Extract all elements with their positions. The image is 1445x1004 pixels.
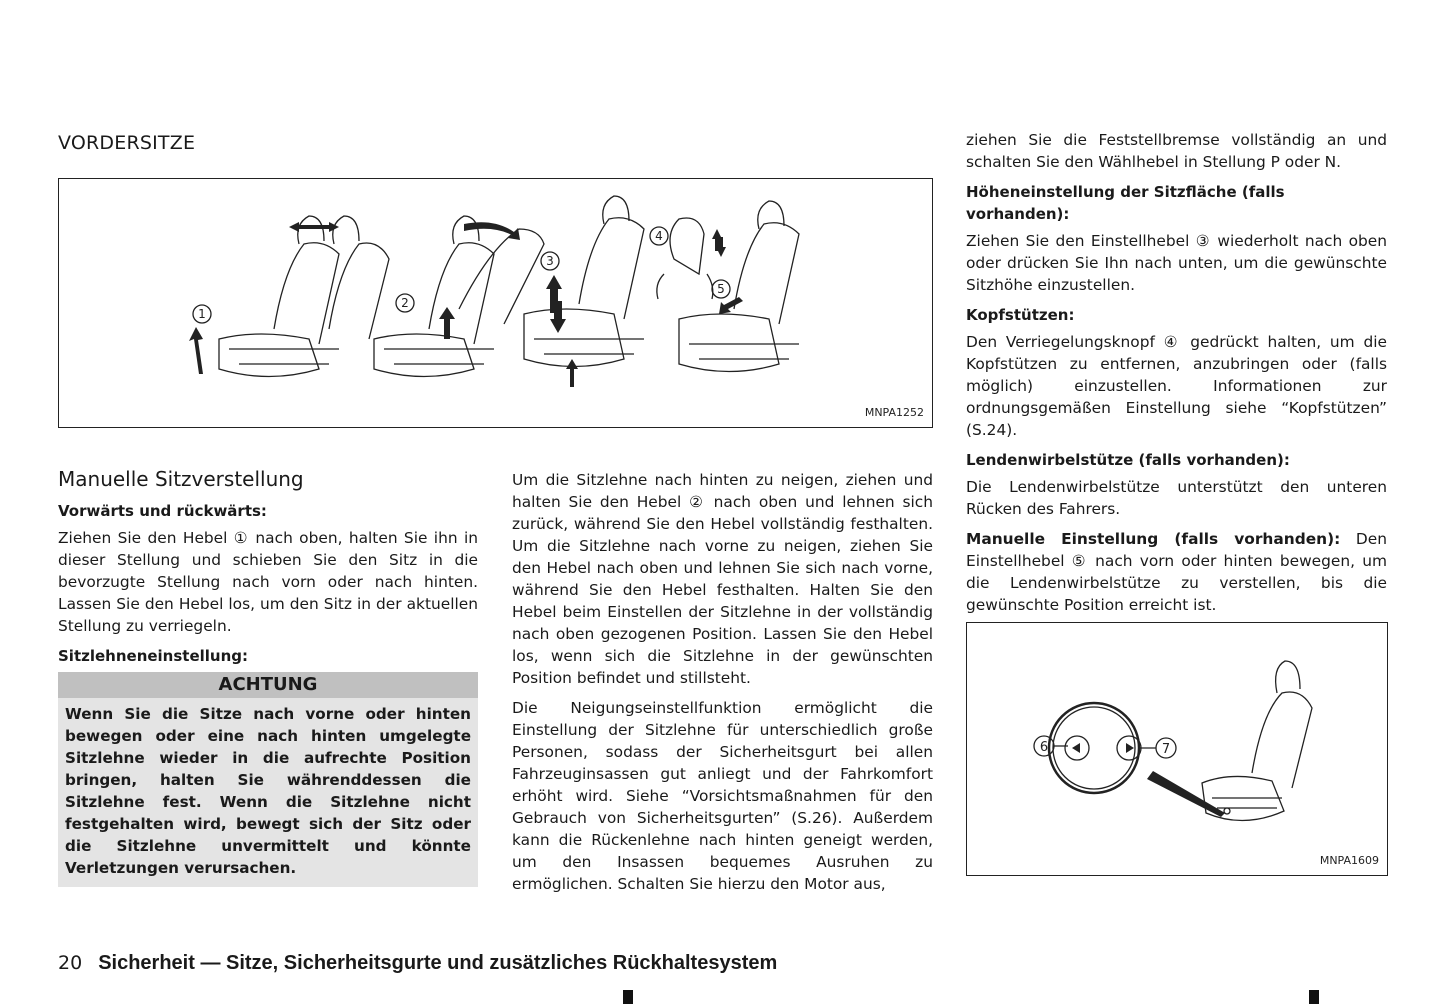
warning-box (58, 672, 478, 887)
middle-column (512, 469, 933, 903)
paragraph-manual-lumbar (966, 528, 1387, 616)
paragraph-lumbar: Die Lendenwirbelstütze unterstützt den unteren Rücken des Fahrers. (966, 478, 1387, 518)
paragraph-continued: ziehen Sie die Feststellbremse vollständig an und schalten Sie den Wählhebel in Stellung P oder N. (966, 131, 1387, 171)
subheading-backrest: Sitzlehneneinstellung: (58, 647, 249, 665)
warning-text: Wenn Sie die Sitze nach vorne oder hinten bewegen oder eine nach hinten umgelegte Sitzlehne wieder in die aufrechte Position bringen, halten Sie währenddessen die Sitzlehne fest. Wenn die Sitzlehne nicht festgehalten wird, bewegt sich der Sitz oder die Sitzlehne unvermittelt und könnte Verletzungen verursachen. (65, 705, 471, 877)
svg-text:4: 4 (655, 229, 663, 243)
paragraph-headrest: Den Verriegelungsknopf ④ gedrückt halten, um die Kopfstützen zu entfernen, anzubringen oder (falls möglich) einzustellen. Informationen zur ordnungsgemäßen Einstellung siehe “Kopfstützen” (S.24). (966, 333, 1387, 439)
lumbar-switch-figure (966, 622, 1388, 876)
manual-lumbar-title: Manuelle Einstellung (falls vorhanden): (966, 530, 1341, 548)
figure-code: MNPA1609 (1319, 854, 1379, 867)
page-footer (58, 952, 777, 975)
right-column (966, 129, 1387, 624)
manual-lumbar-text: Den Einstellhebel ⑤ nach vorn oder hinten bewegen, um die Lendenwirbelstütze zu verstellen, bis die gewünschte Position erreicht ist. (966, 530, 1387, 614)
paragraph-recline: Um die Sitzlehne nach hinten zu neigen, ziehen und halten Sie den Hebel ② nach oben und lehnen sich zurück, während Sie den Hebel vollständig festhalten. Um die Sitzlehne nach vorne zu neigen, ziehen Sie den Hebel nach oben und lehnen Sie sich nach vorne, während Sie den Hebel festhalten. Halten Sie den Hebel beim Einstellen der Sitzlehne in der vollständig nach oben gezogenen Position. Lassen Sie den Hebel los, wenn sich die Sitzlehne in der gewünschten Position befindet und stillsteht. (512, 471, 933, 687)
seat-adjustment-figure (58, 178, 933, 428)
chapter-title: Sicherheit — Sitze, Sicherheitsgurte und zusätzliches Rückhaltesystem (98, 952, 778, 974)
subheading-lumbar: Lendenwirbelstütze (falls vorhanden): (966, 451, 1290, 469)
subheading-forward-backward: Vorwärts und rückwärts: (58, 502, 267, 520)
heading-manual-seat-adjustment: Manuelle Sitzverstellung (58, 467, 304, 491)
section-title: VORDERSITZE (58, 132, 196, 154)
svg-text:5: 5 (717, 282, 725, 296)
lumbar-switch-illustration-icon (967, 623, 1386, 874)
subheading-headrest: Kopfstützen: (966, 306, 1075, 324)
paragraph-forward-backward: Ziehen Sie den Hebel ① nach oben, halten Sie ihn in dieser Stellung und schieben Sie den Sitz in die bevorzugte Stellung nach vorn oder nach hinten. Lassen Sie den Hebel los, um den Sitz in der aktuellen Stellung zu verriegeln. (58, 529, 478, 635)
crop-mark (623, 990, 633, 1004)
seat-illustration-icon (59, 179, 931, 426)
warning-label: ACHTUNG (58, 672, 478, 698)
subheading-height: Höheneinstellung der Sitzfläche (falls vorhanden): (966, 183, 1285, 223)
paragraph-recline-function: Die Neigungseinstellfunktion ermöglicht die Einstellung der Sitzlehne für unterschiedlich große Personen, sodass der Sicherheitsgurt bei allen Fahrzeuginsassen gut anliegt und der Fahrkomfort erhöht wird. Siehe “Vorsichtsmaßnahmen für den Gebrauch von Sicherheitsgurten” (S.26). Außerdem kann die Rückenlehne nach hinten geneigt werden, um den Insassen bequemes Ausruhen zu ermöglichen. Schalten Sie hierzu den Motor aus, (512, 699, 933, 893)
svg-text:7: 7 (1161, 742, 1171, 757)
page-number: 20 (58, 952, 83, 974)
svg-text:1: 1 (198, 307, 206, 321)
svg-text:3: 3 (546, 254, 554, 268)
paragraph-height: Ziehen Sie den Einstellhebel ③ wiederholt nach oben oder drücken Sie Ihn nach unten, um die gewünschte Sitzhöhe einzustellen. (966, 232, 1387, 294)
svg-text:6: 6 (1039, 740, 1049, 755)
svg-text:2: 2 (401, 296, 409, 310)
left-column (58, 466, 478, 887)
figure-code: MNPA1252 (864, 406, 924, 419)
crop-mark (1309, 990, 1319, 1004)
